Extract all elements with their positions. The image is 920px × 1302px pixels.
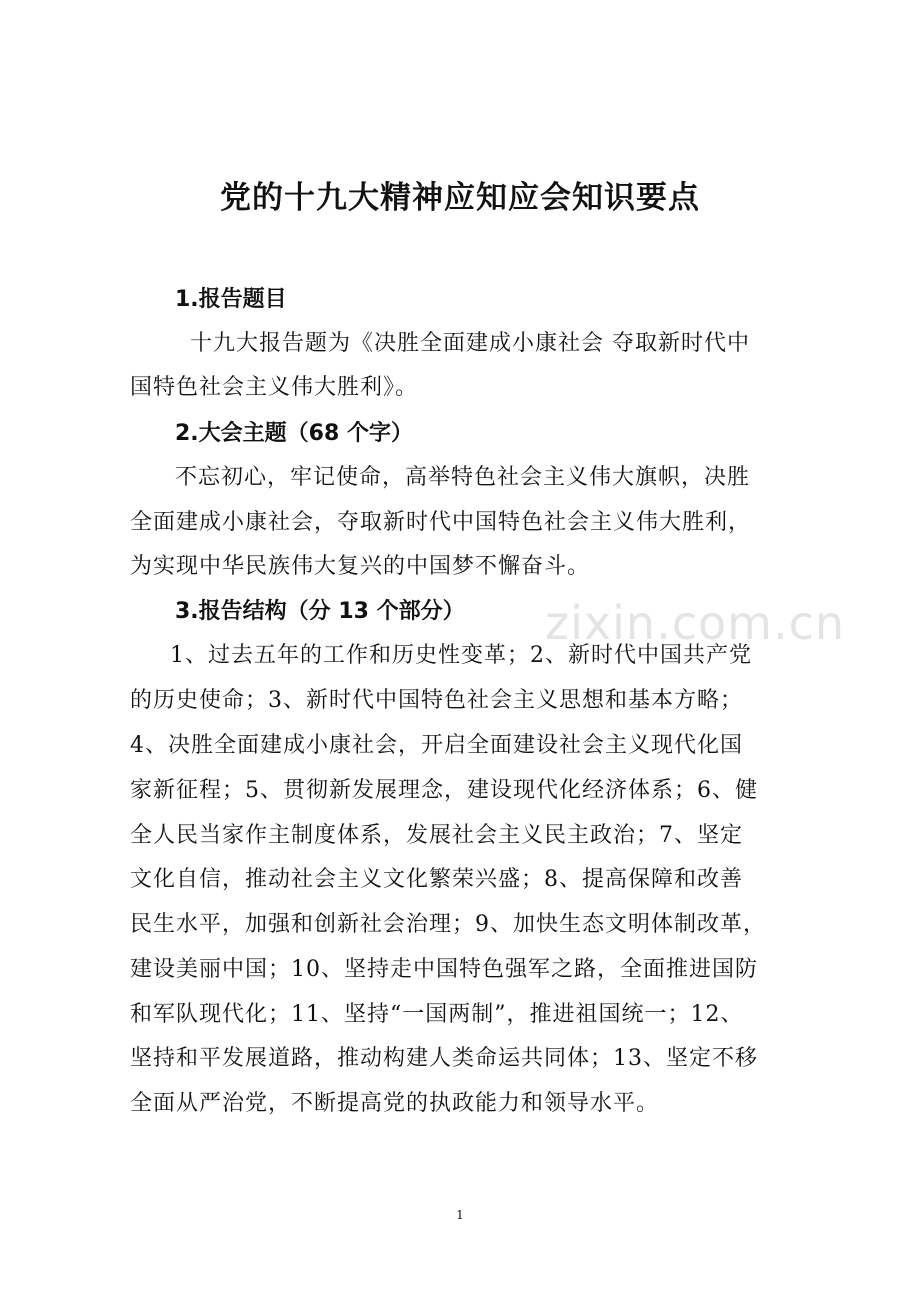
paragraph-line: 国特色社会主义伟大胜利》。	[130, 375, 419, 400]
paragraph-line: 不忘初心，牢记使命，高举特色社会主义伟大旗帜，决胜	[175, 465, 751, 490]
watermark: zixin.com.cn	[545, 596, 846, 650]
paragraph-line: 4、决胜全面建成小康社会，开启全面建设社会主义现代化国	[130, 733, 743, 758]
section-heading-3: 3.报告结构（分 13 个部分）	[175, 599, 465, 624]
document-title: 党的十九大精神应知应会知识要点	[220, 180, 700, 216]
paragraph-line: 和军队现代化；11、坚持“一国两制”，推进祖国统一；12、	[130, 1002, 744, 1027]
paragraph-line: 十九大报告题为《决胜全面建成小康社会 夺取新时代中	[190, 331, 750, 356]
section-heading-2: 2.大会主题（68 个字）	[175, 421, 413, 446]
section-heading-1: 1.报告题目	[175, 287, 287, 312]
paragraph-line: 全面从严治党，不断提高党的执政能力和领导水平。	[130, 1091, 660, 1116]
paragraph-line: 民生水平，加强和创新社会治理；9、加快生态文明体制改革，	[130, 912, 766, 937]
paragraph-line: 为实现中华民族伟大复兴的中国梦不懈奋斗。	[130, 554, 591, 579]
page-number: 1	[456, 1208, 464, 1222]
paragraph-line: 文化自信，推动社会主义文化繁荣兴盛；8、提高保障和改善	[130, 867, 743, 892]
paragraph-line: 建设美丽中国；10、坚持走中国特色强军之路，全面推进国防	[130, 957, 758, 982]
paragraph-line: 的历史使命；3、新时代中国特色社会主义思想和基本方略；	[130, 688, 743, 713]
paragraph-line: 家新征程；5、贯彻新发展理念，建设现代化经济体系；6、健	[130, 778, 758, 803]
paragraph-line: 坚持和平发展道路，推动构建人类命运共同体；13、坚定不移	[130, 1046, 758, 1071]
paragraph-line: 全面建成小康社会，夺取新时代中国特色社会主义伟大胜利，	[130, 510, 752, 535]
paragraph-line: 全人民当家作主制度体系，发展社会主义民主政治；7、坚定	[130, 823, 743, 848]
paragraph-line: 1、过去五年的工作和历史性变革；2、新时代中国共产党	[170, 643, 752, 668]
